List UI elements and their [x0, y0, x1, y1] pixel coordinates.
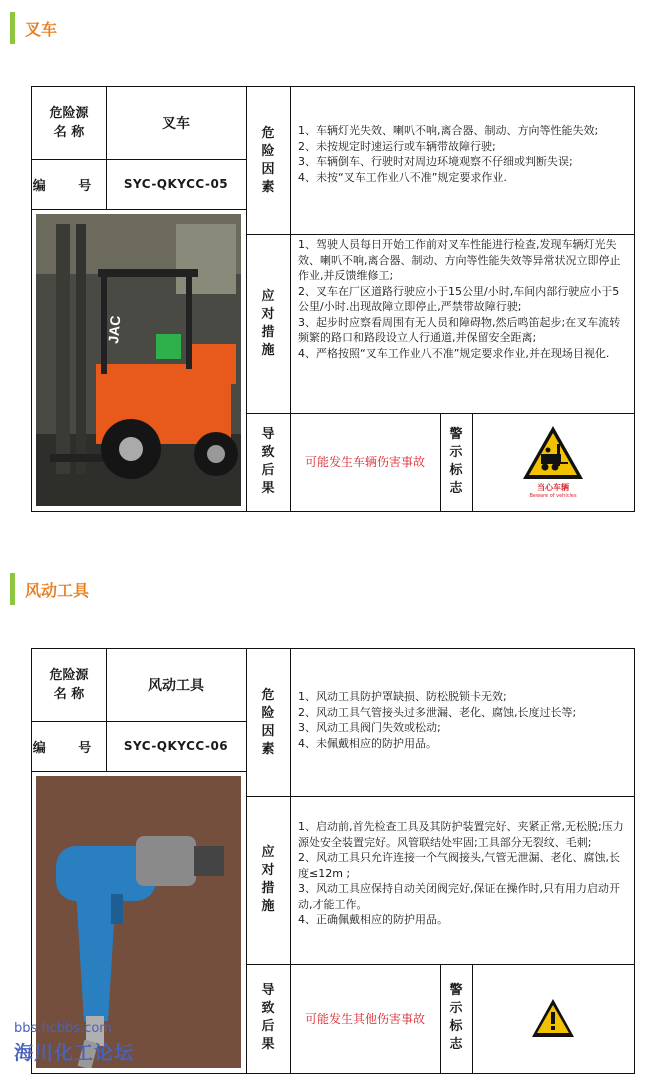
- measures-label: 应对措施: [261, 845, 275, 914]
- measures-list: [298, 819, 630, 928]
- hazard-factor-item: 1、风动工具防护罩缺损、防松脱锁卡无效;: [298, 690, 507, 703]
- hazard-factor-item: 4、未按“叉车工作业八不准”规定要求作业.: [298, 170, 507, 184]
- warning-sign-caption: 当心车辆: [537, 483, 569, 492]
- hazard-factors-label: 危险因素: [261, 687, 275, 757]
- hazard-factor-item: 1、车辆灯光失效、喇叭不响,离合器、制动、方向等性能失效;: [298, 124, 599, 137]
- hazard-factor-item: 4、未佩戴相应的防护用品。: [298, 736, 437, 750]
- hazard-name: 叉车: [162, 116, 190, 132]
- measure-item: 1、驾驶人员每日开始工作前对叉车性能进行检查,发现车辆灯光失效、喇叭不响,离合器、制动、方向等性能失效等异常状况立即停止作业,并反馈维修工;: [298, 238, 621, 282]
- measure-item: 3、风动工具应保持自动关闭阀完好,保证在操作时,只有用力启动开动,才能工作。: [298, 882, 620, 911]
- measures-list: [298, 237, 630, 361]
- measure-item: 4、严格按照“叉车工作业八不准”规定要求作业,并在现场目视化.: [298, 346, 610, 360]
- heading-accent-bar: [10, 12, 15, 44]
- consequence-text: 可能发生其他伤害事故: [304, 1011, 425, 1026]
- section-title: 风动工具: [25, 580, 90, 600]
- warning-sign: [472, 413, 634, 510]
- forklift-photo: [36, 214, 241, 506]
- warning-sign-label: 警示标志: [449, 426, 463, 496]
- section-title: 叉车: [25, 19, 58, 39]
- hazard-factor-item: 3、车辆倒车、行驶时对周边环境观察不仔细或判断失误;: [298, 155, 573, 168]
- hazard-name: 风动工具: [148, 678, 204, 694]
- warning-sign: [472, 964, 634, 1072]
- consequence-label: 导致后果: [261, 426, 275, 496]
- watermark-url: bbs.hcbbs.com: [14, 1021, 112, 1036]
- watermark-forum-name: 海川化工论坛: [14, 1042, 135, 1064]
- photo-brand-text: JAC: [105, 314, 124, 345]
- hazard-code: SYC-QKYCC-05: [123, 177, 229, 191]
- hazard-code: SYC-QKYCC-06: [123, 739, 229, 753]
- hazard-card-pneumatic-tools: [31, 648, 635, 1074]
- number-label: 编 号: [32, 178, 106, 194]
- warning-sign-label: 警示标志: [449, 983, 463, 1052]
- hazard-factor-item: 2、未按规定时速运行或车辆带故障行驶;: [298, 139, 496, 153]
- measure-item: 1、启动前,首先检查工具及其防护装置完好、夹紧正常,无松脱;压力源处安全装置完好。风管联结处牢固;工具部分无裂纹、毛刺;: [298, 820, 624, 849]
- beware-vehicles-icon: [521, 424, 585, 482]
- hazard-factors-label: 危险因素: [261, 125, 275, 195]
- section-heading-pneumatic-tools: [10, 573, 89, 605]
- hazard-factor-item: 3、风动工具阀门失效或松动;: [298, 721, 441, 734]
- consequence-text: 可能发生车辆伤害事故: [304, 455, 425, 469]
- section-heading-forklift: [10, 12, 57, 44]
- measure-item: 2、叉车在厂区道路行驶应小于15公里/小时,车间内部行驶应小于5公里/小时.出现故障立即停止,严禁带故障行驶;: [298, 284, 620, 313]
- general-warning-icon: [530, 997, 576, 1039]
- hazard-source-label: 危险源 名 称: [49, 668, 89, 702]
- measure-item: 3、起步时应察看周围有无人员和障碍物,然后鸣笛起步;在叉车流转频繁的路口和路段设立人行通道,并保留安全距离;: [298, 315, 621, 344]
- hazard-card-forklift: [31, 86, 635, 512]
- consequence-label: 导致后果: [261, 983, 275, 1052]
- measures-label: 应对措施: [261, 288, 275, 358]
- measure-item: 2、风动工具只允许连接一个气阀接头,气管无泄漏、老化、腐蚀,长度≤12m ;: [298, 851, 620, 880]
- hazard-factor-item: 2、风动工具气管接头过多泄漏、老化、腐蚀,长度过长等;: [298, 705, 577, 719]
- number-label: 编 号: [32, 740, 106, 756]
- hazard-source-label: 危险源 名 称: [49, 106, 89, 140]
- measure-item: 4、正确佩戴相应的防护用品。: [298, 913, 448, 926]
- warning-sign-caption-en: Beware of vehicles: [529, 493, 577, 499]
- hazard-factors-list: [298, 689, 630, 751]
- heading-accent-bar: [10, 573, 15, 605]
- hazard-factors-list: [298, 123, 630, 185]
